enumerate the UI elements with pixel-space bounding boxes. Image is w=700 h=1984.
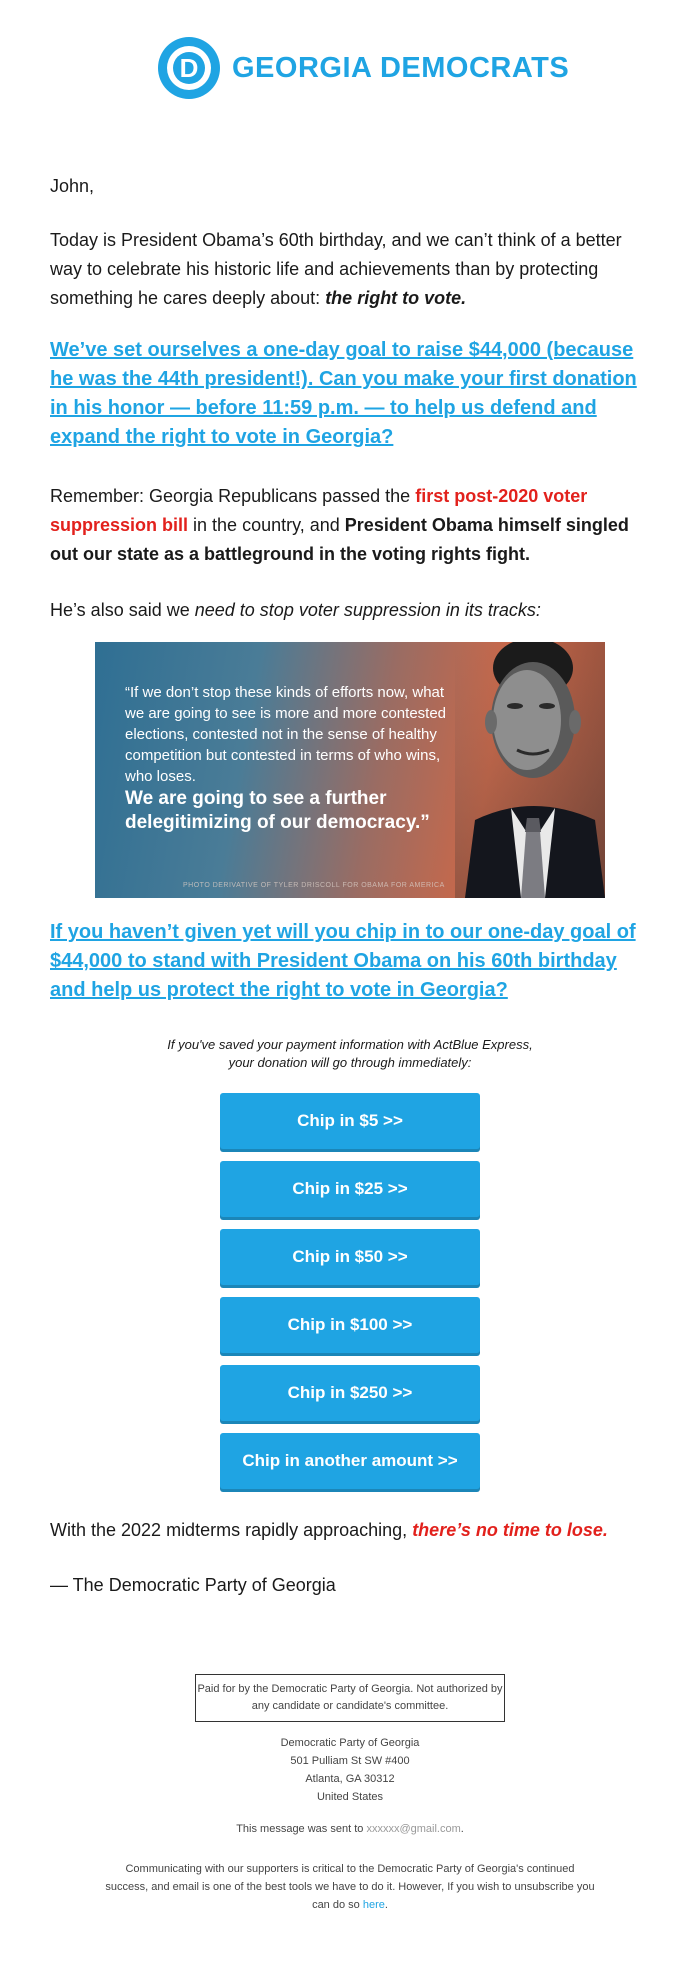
obama-quote-image: [95, 642, 605, 898]
sent-to-line: This message was sent to xxxxxx@gmail.com.: [236, 1823, 464, 1835]
logo-letter: D: [179, 53, 199, 83]
mailing-address: Democratic Party of Georgia 501 Pulliam St SW #400 Atlanta, GA 30312 United States: [280, 1737, 420, 1803]
photo-credit: PHOTO DERIVATIVE OF TYLER DRISCOLL FOR OBAMA FOR AMERICA: [183, 882, 445, 889]
chip-in-goal-link[interactable]: If you haven’t given yet will you chip in to our one-day goal of $44,000 to stand with President Obama on his 60th birthday and help us protect the right to vote in Georgia?: [50, 921, 636, 1001]
unsubscribe-notice: Communicating with our supporters is critical to the Democratic Party of Georgia's continued success, and email is one of the best tools we have to do it. However, If you wish to unsubscribe you can do so here.: [105, 1863, 595, 1911]
recipient-email: xxxxxx@gmail.com: [366, 1823, 461, 1835]
unsubscribe-link[interactable]: here: [362, 1899, 385, 1911]
brand-name: GEORGIA DEMOCRATS: [232, 51, 570, 84]
intro-paragraph: Today is President Obama’s 60th birthday, and we can’t think of a better way to celebrate his historic life and achievements than by protecting something he cares deeply about: the right to vote.: [50, 230, 622, 308]
salutation: John,: [50, 176, 95, 196]
quote-intro-paragraph: He’s also said we need to stop voter suppression in its tracks:: [50, 600, 541, 620]
battleground-statement: President Obama himself singled out our state as a battleground in the voting rights fight.: [50, 515, 629, 564]
chip-in-50-button[interactable]: Chip in $50 >>: [220, 1229, 480, 1285]
no-time-to-lose-highlight: there’s no time to lose.: [412, 1520, 608, 1540]
donation-goal-link[interactable]: We’ve set ourselves a one-day goal to raise $44,000 (because he was the 44th president!). Can you make your first donation in his honor — before 11:59 p.m. — to help us defend and expand the right to vote in Georgia?: [50, 339, 637, 448]
suppression-paragraph: Remember: Georgia Republicans passed the first post-2020 voter suppression bill in the country, and President Obama himself singled out our state as a battleground in the voting rights fight.: [50, 486, 629, 564]
actblue-express-note: If you've saved your payment information with ActBlue Express, your donation will go through immediately:: [167, 1037, 533, 1070]
suppression-bill-highlight: first post-2020 voter suppression bill: [50, 486, 588, 535]
obama-quote: “If we don’t stop these kinds of efforts now, what we are going to see is more and more contested elections, contested not in the sense of healthy competition but contested in terms of who wins, who loses. We are going to see a further delegitimizing of our democracy.”: [125, 682, 465, 835]
democrats-d-icon: [158, 37, 220, 99]
brand-logo[interactable]: [158, 35, 569, 101]
chip-in-5-button[interactable]: Chip in $5 >>: [220, 1093, 480, 1149]
chip-in-25-button[interactable]: Chip in $25 >>: [220, 1161, 480, 1217]
paid-for-disclaimer: Paid for by the Democratic Party of Georgia. Not authorized by any candidate or candidate's committee.: [195, 1674, 505, 1722]
quote-emphasis: We are going to see a further delegitimizing of our democracy.”: [125, 788, 430, 833]
right-to-vote-emphasis: the right to vote.: [325, 288, 467, 308]
obama-portrait-image: [455, 642, 605, 898]
chip-in-other-amount-button[interactable]: Chip in another amount >>: [220, 1433, 480, 1489]
midterms-paragraph: With the 2022 midterms rapidly approaching, there’s no time to lose.: [50, 1520, 608, 1540]
signoff: — The Democratic Party of Georgia: [50, 1575, 336, 1595]
chip-in-250-button[interactable]: Chip in $250 >>: [220, 1365, 480, 1421]
chip-in-100-button[interactable]: Chip in $100 >>: [220, 1297, 480, 1353]
